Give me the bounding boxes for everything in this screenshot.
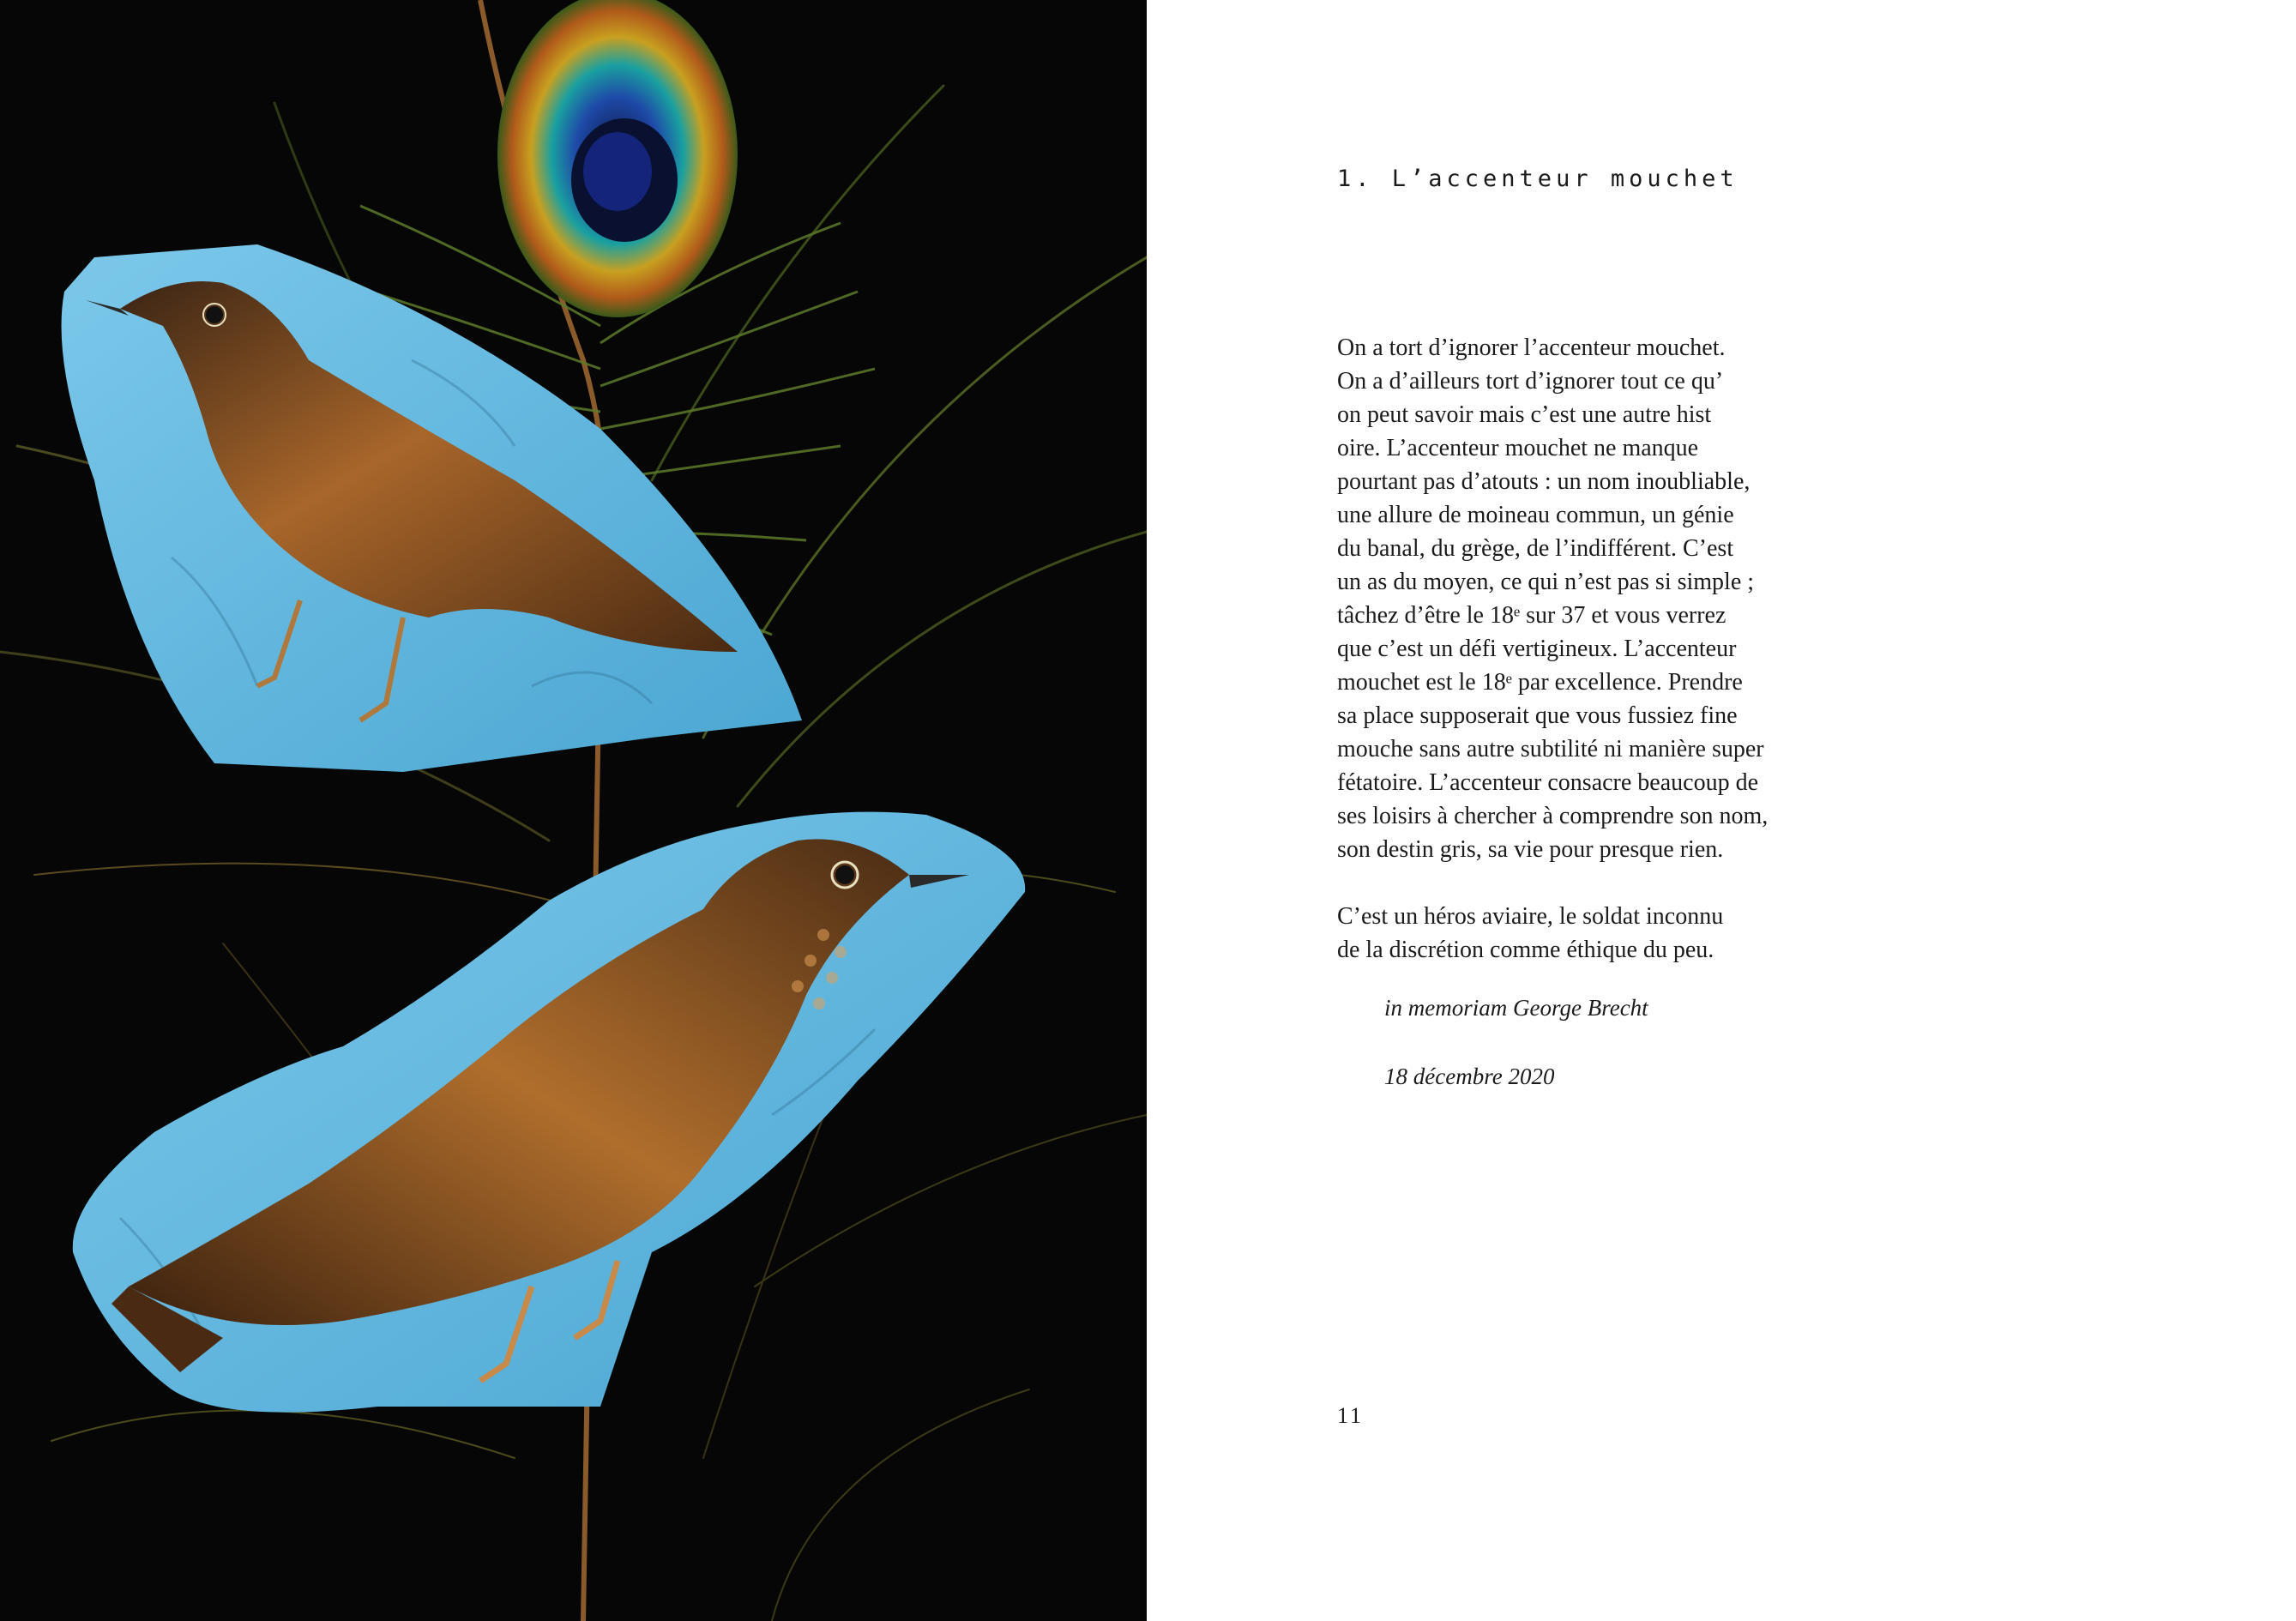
text-line: fétatoire. L’accenteur consacre beaucoup de xyxy=(1337,769,1759,796)
text-line: C’est un héros aviaire, le soldat inconnu xyxy=(1337,903,1724,930)
illustration-page xyxy=(0,0,1147,1621)
date-line: 18 décembre 2020 xyxy=(1384,1064,1555,1089)
text-line: pourtant pas d’atouts : un nom inoubliable, xyxy=(1337,468,1751,495)
text-line: tâchez d’être le 18ᵉ sur 37 et vous verrez xyxy=(1337,602,1727,629)
paragraph-2 xyxy=(1337,900,1869,967)
text-line: On a tort d’ignorer l’accenteur mouchet. xyxy=(1337,334,1726,361)
bird-collage-illustration xyxy=(0,0,1147,1621)
text-line: son destin gris, sa vie pour presque rien. xyxy=(1337,836,1724,863)
dedication: in memoriam George Brecht xyxy=(1384,995,1648,1021)
paragraph-1 xyxy=(1337,331,1869,866)
chapter-title: 1. L’accenteur mouchet xyxy=(1337,166,1739,192)
text-line: de la discrétion comme éthique du peu. xyxy=(1337,937,1714,963)
text-line: On a d’ailleurs tort d’ignorer tout ce qu’ xyxy=(1337,368,1724,395)
bird-cutout-bottom xyxy=(73,812,1025,1413)
text-line: on peut savoir mais c’est une autre hist xyxy=(1337,401,1712,428)
text-line: une allure de moineau commun, un génie xyxy=(1337,502,1734,528)
text-line: un as du moyen, ce qui n’est pas si simple ; xyxy=(1337,569,1755,595)
text-line: ses loisirs à chercher à comprendre son nom, xyxy=(1337,803,1769,829)
text-line: mouche sans autre subtilité ni manière super xyxy=(1337,736,1764,762)
text-line: oire. L’accenteur mouchet ne manque xyxy=(1337,435,1699,461)
body-text xyxy=(1337,331,1869,1000)
text-line: sa place supposerait que vous fussiez fine xyxy=(1337,702,1738,729)
text-line: mouchet est le 18ᵉ par excellence. Prendre xyxy=(1337,669,1743,696)
page-number: 11 xyxy=(1337,1403,1365,1428)
text-line: du banal, du grège, de l’indifférent. C’est xyxy=(1337,535,1734,562)
bird-cutout-top xyxy=(62,244,802,772)
text-page xyxy=(1147,0,2296,1621)
text-line: que c’est un défi vertigineux. L’accenteur xyxy=(1337,636,1737,662)
